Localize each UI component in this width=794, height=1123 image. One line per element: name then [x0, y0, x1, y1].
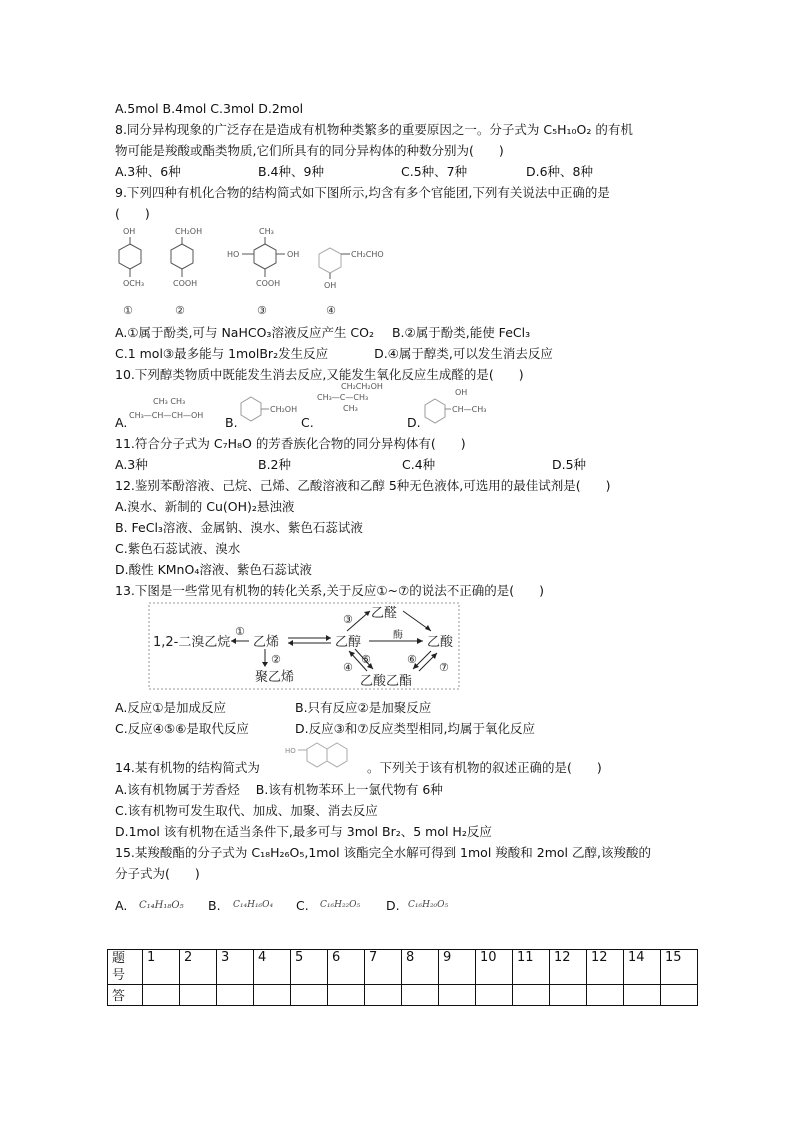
answer-table-answer-row	[108, 985, 698, 1006]
struct4-right: CH₂CHO	[351, 250, 384, 259]
q11-option-c: C.4种	[402, 457, 436, 472]
q13-options-ab	[115, 697, 695, 718]
q10-label-b: B.	[225, 415, 238, 430]
struct1-top: OH	[123, 227, 136, 236]
answer-cell[interactable]	[217, 985, 254, 1006]
structure-1	[119, 227, 144, 317]
q13-option-a: A.反应①是加成反应	[115, 700, 227, 715]
q12-stem: 12.鉴别苯酚溶液、己烷、己烯、乙酸溶液和乙醇 5种无色液体,可选用的最佳试剂是( )	[115, 478, 611, 493]
answer-row-label: 答	[108, 985, 143, 1006]
q12-option-c: C.紫色石蕊试液、溴水	[115, 541, 241, 556]
question-number-cell: 5	[291, 950, 328, 985]
q9-option-c: C.1 mol③最多能与 1molBr₂发生反应	[115, 346, 329, 361]
svg-text:CH—CH₃: CH—CH₃	[452, 405, 487, 414]
struct3-bottom: COOH	[256, 279, 281, 288]
svg-text:OH: OH	[455, 388, 468, 397]
svg-text:CH₂OH: CH₂OH	[270, 405, 298, 414]
q13-diagram	[145, 601, 465, 693]
q10-struct-a: CH₃ CH₃ CH₃—CH—CH—OH	[129, 397, 204, 420]
struct1-label: ①	[123, 304, 133, 317]
struct2-bottom: COOH	[173, 279, 198, 288]
q15-label-b: B.	[208, 898, 221, 913]
q10-stem: 10.下列醇类物质中既能发生消去反应,又能发生氧化反应生成醛的是( )	[115, 367, 524, 382]
question-number-cell: 4	[254, 950, 291, 985]
q13-option-d: D.反应③和⑦反应类型相同,均属于氧化反应	[295, 721, 535, 736]
q14-stem-row	[115, 739, 695, 779]
node-polyethylene: 聚乙烯	[255, 670, 295, 685]
q11-options	[115, 454, 695, 475]
q12-option-d: D.酸性 KMnO₄溶液、紫色石蕊试液	[115, 562, 312, 577]
q8-option-c: C.5种、7种	[401, 164, 468, 179]
q10-label-d: D.	[407, 415, 421, 430]
answer-cell[interactable]	[587, 985, 624, 1006]
q9-option-b: B.②属于酚类,能使 FeCl₃	[391, 325, 531, 340]
reaction-3: ③	[343, 613, 353, 626]
struct1-bottom: OCH₃	[123, 279, 145, 288]
q9-option-a: A.①属于酚类,可与 NaHCO₃溶液反应产生 CO₂	[115, 325, 374, 340]
question-number-cell: 9	[439, 950, 476, 985]
q14-option-a: A.该有机物属于芳香烃	[115, 782, 240, 797]
q13-options-cd	[115, 718, 695, 739]
q11-stem: 11.符合分子式为 C₇H₈O 的芳香族化合物的同分异构体有( )	[115, 436, 466, 451]
exam-page	[115, 96, 695, 922]
q10-options	[115, 382, 695, 433]
q9-options-cd	[115, 343, 695, 364]
q11-option-d: D.5种	[552, 457, 587, 472]
q8-stem-line2: 物可能是羧酸或酯类物质,它们所具有的同分异构体的种数分别为( )	[115, 143, 504, 158]
answer-table	[107, 949, 698, 1006]
answer-cell[interactable]	[513, 985, 550, 1006]
catalyst-label: 酶	[393, 630, 403, 641]
answer-cell[interactable]	[254, 985, 291, 1006]
question-number-cell: 15	[661, 950, 698, 985]
question-number-cell: 1	[143, 950, 180, 985]
question-number-cell: 10	[476, 950, 513, 985]
q14-structure	[285, 741, 365, 775]
svg-text:HO: HO	[285, 747, 296, 755]
node-acetaldehyde: 乙醛	[371, 606, 398, 621]
q9-structures	[115, 224, 415, 322]
q8-options	[115, 161, 695, 182]
q9-options-ab	[115, 322, 695, 343]
q15-label-d: D.	[386, 898, 400, 913]
q11-option-b: B.2种	[258, 457, 292, 472]
q12-option-a: A.溴水、新制的 Cu(OH)₂悬浊液	[115, 499, 295, 514]
answer-cell[interactable]	[143, 985, 180, 1006]
question-number-cell: 7	[365, 950, 402, 985]
reaction-1: ①	[235, 625, 245, 638]
reaction-2: ②	[271, 653, 281, 666]
q10-struct-d	[421, 385, 501, 427]
answer-cell[interactable]	[180, 985, 217, 1006]
q13-stem: 13.下图是一些常见有机物的转化关系,关于反应①~⑦的说法不正确的是( )	[115, 583, 544, 598]
question-number-cell: 12	[550, 950, 587, 985]
q14-stem-pre: 14.某有机物的结构简式为	[115, 760, 260, 775]
question-number-cell: 11	[513, 950, 550, 985]
q14-options-ab	[115, 779, 695, 800]
struct3-right: OH	[287, 250, 300, 259]
node-acetic-acid: 乙酸	[427, 635, 454, 650]
q9-stem-line1: 9.下列四种有机化合物的结构简式如下图所示,均含有多个官能团,下列有关说法中正确的是	[115, 185, 610, 200]
q9-option-d: D.④属于醇类,可以发生消去反应	[374, 346, 553, 361]
struct4-bottom: OH	[324, 281, 337, 290]
struct3-label: ③	[257, 304, 267, 317]
q14-option-c: C.该有机物可发生取代、加成、加聚、消去反应	[115, 803, 378, 818]
q15-formula-a: C₁₄H₁₈O₅	[139, 900, 184, 911]
node-ethanol: 乙醇	[335, 635, 362, 650]
struct4-label: ④	[326, 304, 336, 317]
q13-option-b: B.只有反应②是加聚反应	[295, 700, 432, 715]
reaction-5: ⑤	[361, 653, 371, 666]
answer-cell[interactable]	[291, 985, 328, 1006]
answer-cell[interactable]	[328, 985, 365, 1006]
q13-option-c: C.反应④⑤⑥是取代反应	[115, 721, 249, 736]
q15-formula-c: C₁₆H₂₂O₅	[320, 900, 361, 910]
question-number-cell: 14	[624, 950, 661, 985]
q15-options	[115, 888, 695, 922]
structure-4	[319, 248, 384, 317]
question-number-cell: 6	[328, 950, 365, 985]
q12-option-b: B. FeCl₃溶液、金属钠、溴水、紫色石蕊试液	[115, 520, 363, 535]
q14-option-b: B.该有机物苯环上一氯代物有 6种	[255, 782, 443, 797]
node-ethyl-acetate: 乙酸乙酯	[360, 674, 413, 689]
answer-cell[interactable]	[439, 985, 476, 1006]
reaction-7: ⑦	[439, 661, 449, 674]
q15-formula-b: C₁₄H₁₆O₄	[233, 900, 274, 910]
reaction-4: ④	[343, 661, 353, 674]
structure-3	[227, 227, 299, 317]
question-number-cell: 2	[180, 950, 217, 985]
answer-table-header-row	[108, 950, 698, 985]
q15-stem-line1: 15.某羧酸酯的分子式为 C₁₈H₂₆O₅,1mol 该酯完全水解可得到 1mol 羧酸和 2mol 乙醇,该羧酸的	[115, 845, 651, 860]
struct2-top: CH₂OH	[175, 227, 203, 236]
q10-label-c: C.	[301, 415, 314, 430]
answer-cell[interactable]	[624, 985, 661, 1006]
answer-cell[interactable]	[661, 985, 698, 1006]
node-dibromoethane: 1,2-二溴乙烷	[153, 635, 231, 650]
struct2-label: ②	[175, 304, 185, 317]
q15-stem-line2: 分子式为( )	[115, 866, 200, 881]
q8-stem-line1: 8.同分异构现象的广泛存在是造成有机物种类繁多的重要原因之一。分子式为 C₅H₁₀O₂ 的有机	[115, 122, 633, 137]
node-ethylene: 乙烯	[253, 635, 280, 650]
q8-option-a: A.3种、6种	[115, 164, 181, 179]
answer-cell[interactable]	[550, 985, 587, 1006]
struct3-top: CH₃	[259, 227, 274, 236]
q8-option-d: D.6种、8种	[526, 164, 594, 179]
question-number-cell: 12	[587, 950, 624, 985]
reaction-6: ⑥	[407, 653, 417, 666]
answer-cell[interactable]	[365, 985, 402, 1006]
answer-table-header-label: 题 号	[108, 950, 143, 985]
q14-option-d: D.1mol 该有机物在适当条件下,最多可与 3mol Br₂、5 mol H₂反应	[115, 824, 492, 839]
q10-label-a: A.	[115, 415, 128, 430]
structure-2	[171, 227, 202, 317]
q15-label-a: A.	[115, 898, 128, 913]
q7-options: A.5mol B.4mol C.3mol D.2mol	[115, 101, 304, 116]
answer-cell[interactable]	[476, 985, 513, 1006]
q15-label-c: C.	[296, 898, 309, 913]
q15-formula-d: C₁₆H₂₀O₅	[408, 900, 449, 910]
q9-stem-line2: ( )	[115, 206, 150, 221]
struct3-left: HO	[227, 250, 240, 259]
question-number-cell: 3	[217, 950, 254, 985]
question-number-cell: 8	[402, 950, 439, 985]
q10-struct-c: CH₂CH₂OH CH₃—C—CH₃ CH₃	[317, 382, 383, 413]
q14-stem-post: 。下列关于该有机物的叙述正确的是( )	[367, 760, 602, 775]
q8-option-b: B.4种、9种	[258, 164, 324, 179]
answer-cell[interactable]	[402, 985, 439, 1006]
q11-option-a: A.3种	[115, 457, 148, 472]
